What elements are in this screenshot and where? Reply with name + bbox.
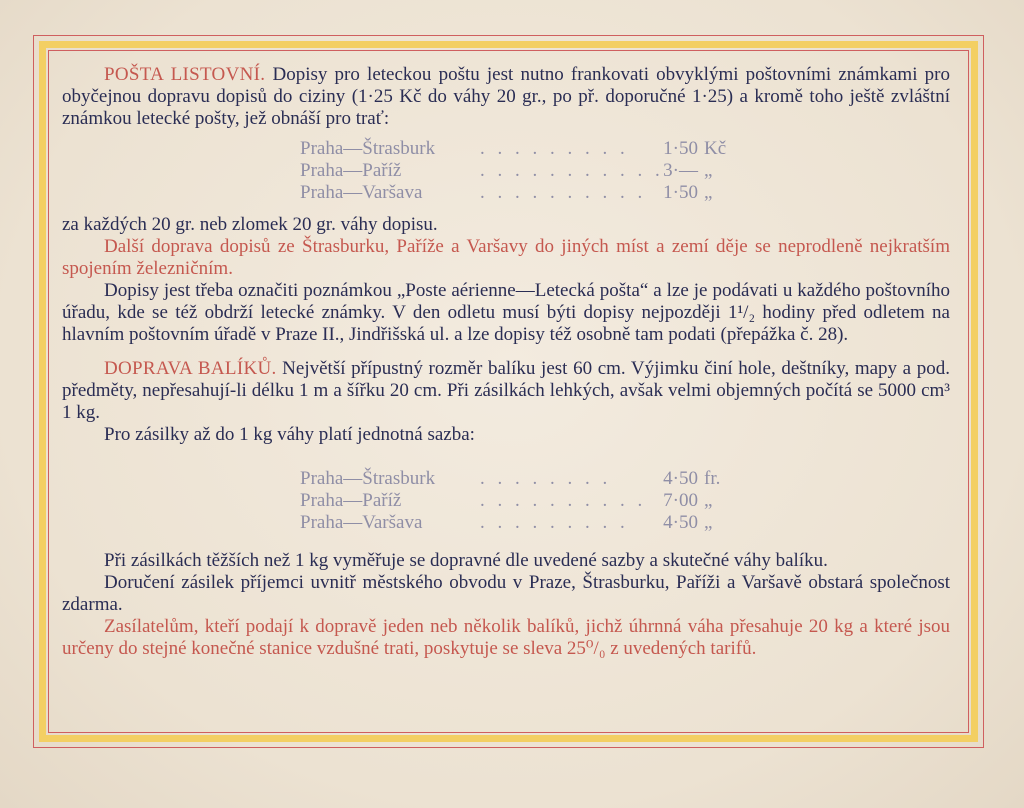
parcels-heading: DOPRAVA BALÍKŮ. [104,358,277,379]
letters-marking: Dopisy jest třeba označiti poznámkou „Poste aérienne—Letecká pošta“ a lze je podávati u každého poštovního úřadu, kde se též obdrží letecké známky. V den odletu musí býti dopisy nejpozději 1¹/₂ hodiny před odletem na hlavním poštovním úřadě v Praze II., Jindřišská ul. a lze dopisy též osobně tam podati (přepážka č. 28). [62,280,950,345]
rate-route: Praha—Varšava [300,182,423,203]
parcels-intro-text: Největší přípustný rozměr balíku jest 60 cm. Výjimku činí hole, deštníky, mapy a pod. předměty, nepřesahují-li délku 1 m a šířku 20 cm. Při zásilkách lehkých, avšak velmi objemných počítá se 5000 cm³ 1 kg. [62,358,950,423]
document-text [62,64,950,660]
letters-further-transport: Další doprava dopisů ze Štrasburku, Paříže a Varšavy do jiných míst a zemí děje se neprodleně nejkratším spojením železničním. [62,236,950,279]
letters-rate-table [62,138,950,204]
parcels-rate-row-varsava [62,512,950,534]
rate-dots: . . . . . . . . . [480,138,629,159]
rate-price: 1·50 [663,182,698,203]
rate-unit: „ [704,182,713,203]
letters-heading: POŠTA LISTOVNÍ. [104,64,266,85]
parcels-rate-row-pariz [62,490,950,512]
rate-dots: . . . . . . . . . . [480,182,647,203]
rate-unit: „ [704,160,713,181]
rate-unit: fr. [704,468,721,489]
parcels-rate-row-strasburk [62,468,950,490]
rate-dots: . . . . . . . . . . . [480,160,664,181]
rate-price: 1·50 [663,138,698,159]
letters-rate-row-strasburk [62,138,950,160]
rate-dots: . . . . . . . . [480,468,612,489]
rate-unit: „ [704,512,713,533]
rate-dots: . . . . . . . . . [480,512,629,533]
parcels-delivery: Doručení zásilek příjemci uvnitř městského obvodu v Praze, Štrasburku, Paříži a Varšavě obstará společnost zdarma. [62,572,950,615]
rate-price: 4·50 [663,512,698,533]
rate-route: Praha—Štrasburk [300,138,436,159]
rate-dots: . . . . . . . . . . [480,490,647,511]
rate-route: Praha—Paříž [300,490,402,511]
parcels-flat-rate: Pro zásilky až do 1 kg váhy platí jednotná sazba: [104,424,475,445]
letters-rate-row-pariz [62,160,950,182]
letters-rate-row-varsava [62,182,950,204]
letters-intro [62,64,950,130]
rate-unit: „ [704,490,713,511]
rate-price: 3·— [663,160,698,181]
rate-unit: Kč [704,138,727,159]
rate-price: 7·00 [663,490,698,511]
parcels-intro [62,358,950,424]
parcels-discount: Zasílatelům, kteří podají k dopravě jeden neb několik balíků, jichž úhrnná váha přesahuje 20 kg a které jsou určeny do stejné konečné stanice vzdušné trati, poskytuje se sleva 25⁰/₀ z uvedených tarifů. [62,616,950,659]
rate-route: Praha—Štrasburk [300,468,436,489]
parcels-rate-table [62,468,950,534]
letters-per-weight: za každých 20 gr. neb zlomek 20 gr. váhy dopisu. [62,214,438,235]
rate-route: Praha—Paříž [300,160,402,181]
parcels-heavier: Při zásilkách těžších než 1 kg vyměřuje se dopravné dle uvedené sazby a skutečné váhy balíku. [104,550,828,571]
letters-intro-text: Dopisy pro leteckou poštu jest nutno frankovati obvyklými poštovními známkami pro obyčejnou dopravu dopisů do ciziny (1·25 Kč do váhy 20 gr., po př. doporučné 1·25) a kromě toho ještě zvláštní známkou letecké pošty, jež obnáší pro trať: [62,64,950,129]
rate-price: 4·50 [663,468,698,489]
rate-route: Praha—Varšava [300,512,423,533]
